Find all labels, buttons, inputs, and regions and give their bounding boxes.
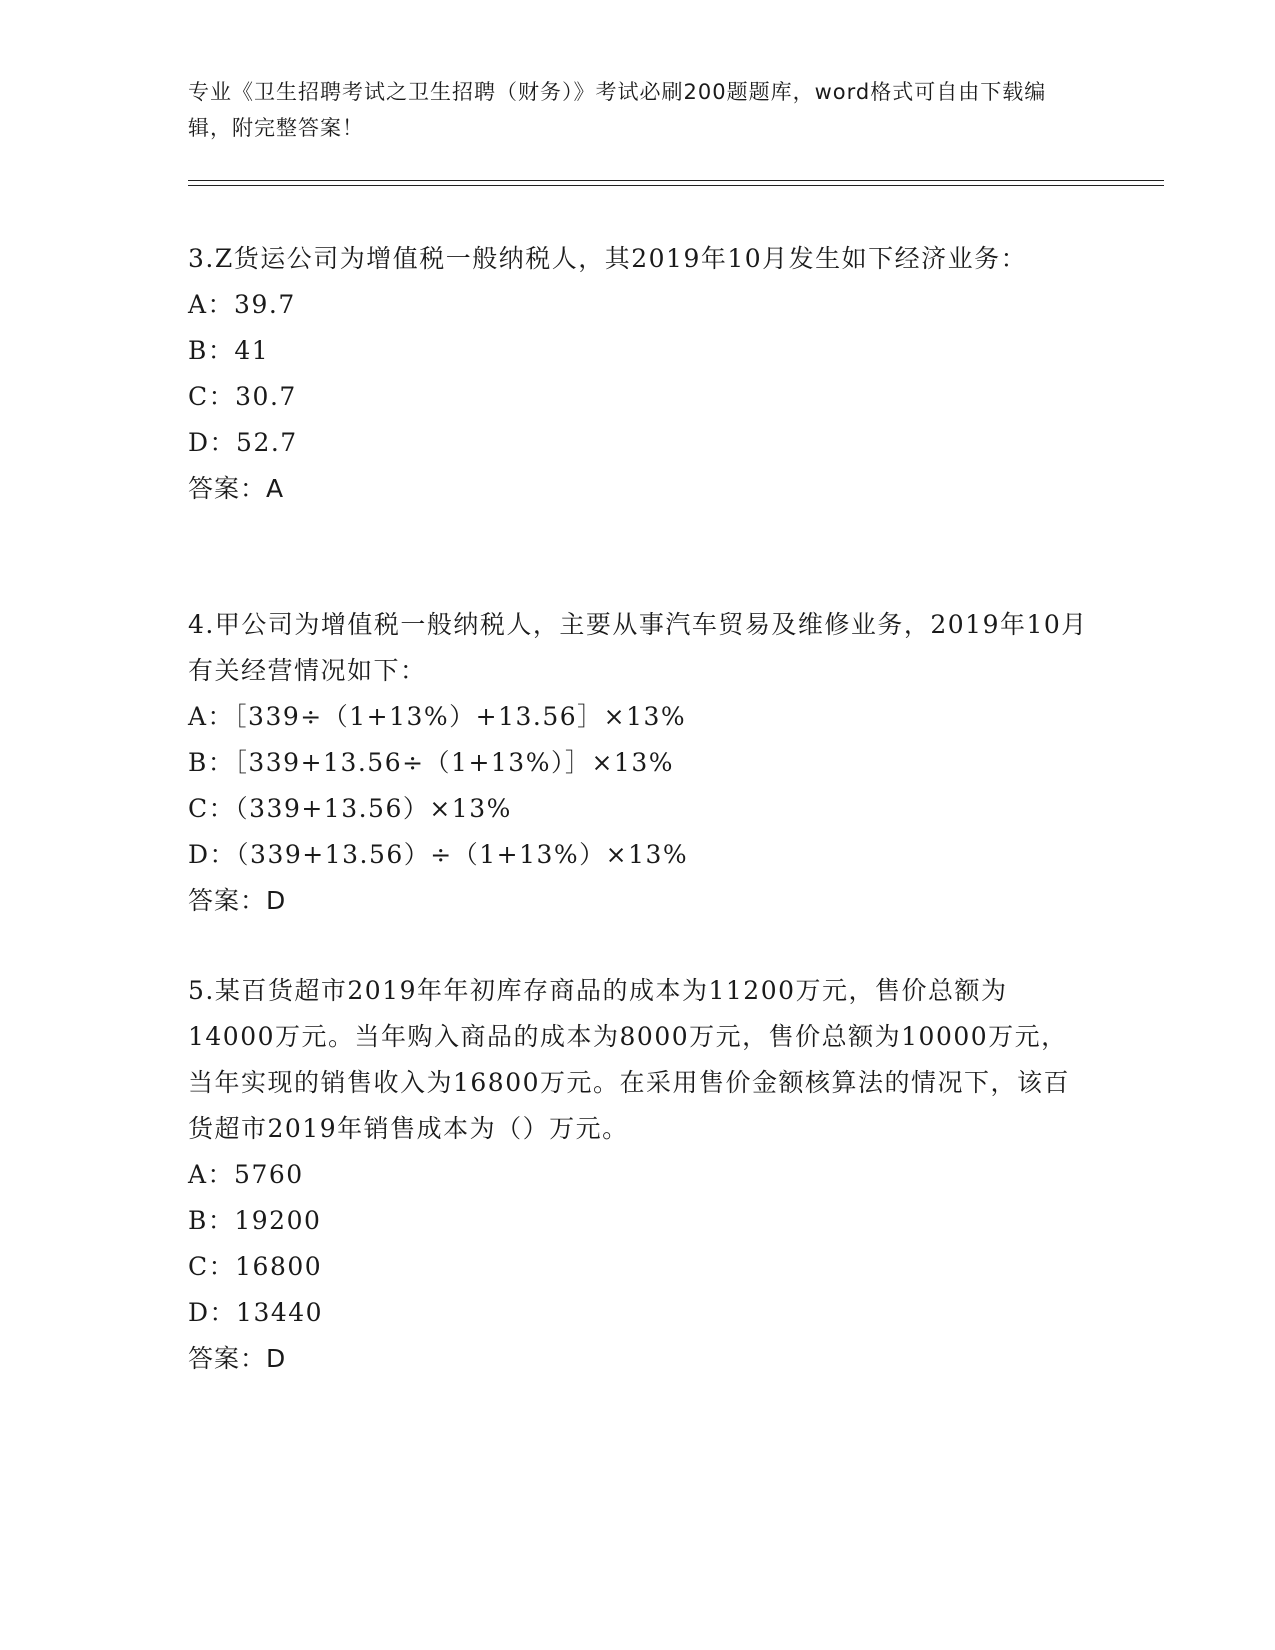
answer-line: 答案：A [188, 474, 285, 503]
option-d: D：52.7 [188, 428, 298, 457]
header-rule-top [188, 180, 1164, 181]
question-block [188, 236, 1088, 512]
document-header: 专业《卫生招聘考试之卫生招聘（财务）》考试必刷200题题库，word格式可自由下载编辑，附完整答案！ [188, 80, 1047, 140]
answer-line: 答案：D [188, 1344, 287, 1373]
answer-line: 答案：D [188, 886, 287, 915]
option-b: B：19200 [188, 1206, 322, 1235]
question-text: 3.Z货运公司为增值税一般纳税人，其2019年10月发生如下经济业务： [188, 244, 1028, 273]
option-a: A：5760 [188, 1160, 304, 1189]
question-text: 5.某百货超市2019年年初库存商品的成本为11200万元，售价总额为14000万元。当年购入商品的成本为8000万元，售价总额为10000万元，当年实现的销售收入为16800万元。在采用售价金额核算法的情况下，该百货超市2019年销售成本为（）万元。 [188, 976, 1071, 1143]
question-block [188, 968, 1088, 1382]
option-d: D：（339+13.56）÷（1+13%）×13% [188, 840, 689, 869]
option-b: B：［339+13.56÷（1+13%）］×13% [188, 748, 674, 777]
option-a: A：39.7 [188, 290, 296, 319]
question-text: 4.甲公司为增值税一般纳税人，主要从事汽车贸易及维修业务，2019年10月有关经营情况如下： [188, 610, 1088, 685]
option-c: C：16800 [188, 1252, 323, 1281]
option-b: B：41 [188, 336, 270, 365]
header-rule-bottom [188, 185, 1164, 186]
option-c: C：30.7 [188, 382, 297, 411]
question-block [188, 602, 1088, 924]
option-a: A：［339÷（1+13%）+13.56］×13% [188, 702, 687, 731]
option-c: C：（339+13.56）×13% [188, 794, 512, 823]
option-d: D：13440 [188, 1298, 324, 1327]
